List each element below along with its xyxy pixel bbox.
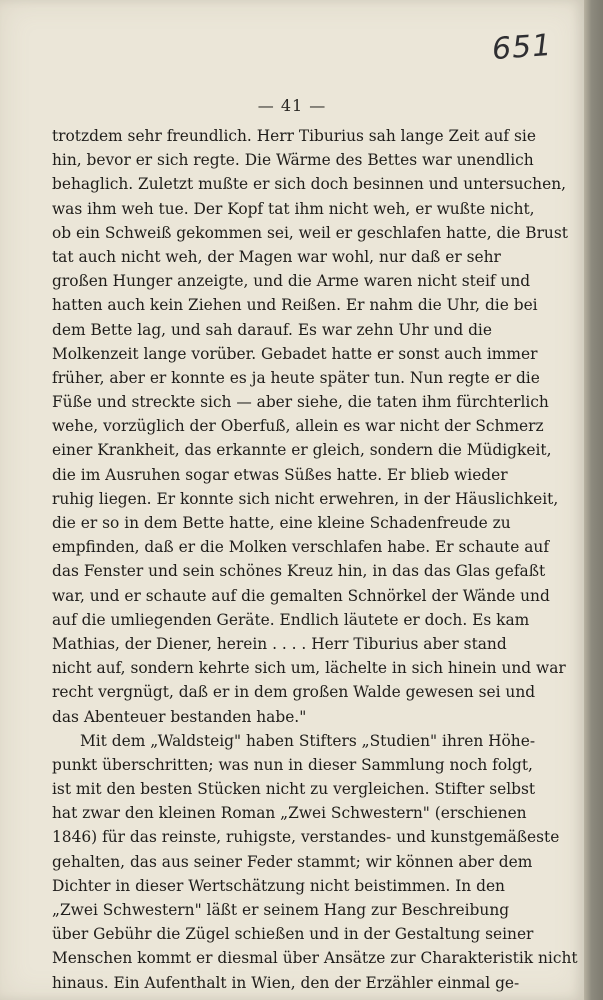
text-line: Füße und streckte sich — aber siehe, die taten ihm fürchterlich (52, 393, 549, 412)
text-line: Mathias, der Diener, herein . . . . Herr Tiburius aber stand (52, 634, 507, 653)
text-line: hin, bevor er sich regte. Die Wärme des Bettes war unendlich (52, 151, 534, 170)
text-line: hinaus. Ein Aufenthalt in Wien, den der Erzähler einmal ge- (52, 973, 520, 992)
text-line: tat auch nicht weh, der Magen war wohl, nur daß er sehr (52, 247, 501, 266)
text-line: recht vergnügt, daß er in dem großen Walde gewesen sei und (52, 683, 536, 702)
text-line: empfinden, daß er die Molken verschlafen habe. Er schaute auf (52, 538, 550, 557)
text-line: dem Bette lag, und sah darauf. Es war zehn Uhr und die (52, 320, 492, 339)
text-line: großen Hunger anzeigte, und die Arme waren nicht steif und (52, 272, 531, 291)
text-line: hat zwar den kleinen Roman „Zwei Schwestern" (erschienen (52, 804, 527, 823)
text-line: hatten auch kein Ziehen und Reißen. Er nahm die Uhr, die bei (52, 296, 538, 315)
text-line: die er so in dem Bette hatte, eine kleine Schadenfreude zu (52, 514, 511, 532)
text-line: das Abenteuer bestanden habe." (52, 707, 307, 726)
text-line: einer Krankheit, das erkannte er gleich, sondern die Müdigkeit, (52, 441, 552, 460)
text-line: behaglich. Zuletzt mußte er sich doch besinnen und untersuchen, (52, 175, 567, 194)
text-line: gehalten, das aus seiner Feder stammt; wir können aber dem (52, 852, 533, 871)
text-line: „Zwei Schwestern" läßt er seinem Hang zur Beschreibung (52, 901, 510, 919)
text-line: nicht auf, sondern kehrte sich um, lächelte in sich hinein und war (52, 659, 566, 678)
text-line: das Fenster und sein schönes Kreuz hin, in das das Glas gefaßt (52, 562, 546, 581)
text-line: punkt überschritten; was nun in dieser Sammlung noch folgt, (52, 755, 533, 774)
text-line: ist mit den besten Stücken nicht zu vergleichen. Stifter selbst (52, 780, 536, 799)
text-line: was ihm weh tue. Der Kopf tat ihm nicht weh, er wußte nicht, (52, 199, 535, 218)
text-line: war, und er schaute auf die gemalten Schnörkel der Wände und (52, 586, 550, 605)
text-line: Menschen kommt er diesmal über Ansätze zur Charakteristik nicht (52, 949, 578, 968)
text-line: trotzdem sehr freundlich. Herr Tiburius sah lange Zeit auf sie (52, 127, 536, 145)
text-line: 1846) für das reinste, ruhigste, verstandes- und kunstgemäßeste (52, 828, 560, 847)
text-line: Molkenzeit lange vorüber. Gebadet hatte er sonst auch immer (52, 344, 538, 363)
handwritten-page-note: 651 (490, 27, 554, 68)
text-line: die im Ausruhen sogar etwas Süßes hatte. Er blieb wieder (52, 465, 508, 484)
text-line: ob ein Schweiß gekommen sei, weil er geschlafen hatte, die Brust (52, 223, 568, 242)
text-line: wehe, vorzüglich der Oberfuß, allein es war nicht der Schmerz (52, 417, 544, 436)
text-line: Dichter in dieser Wertschätzung nicht beistimmen. In den (52, 876, 505, 895)
body-text (52, 124, 578, 995)
text-line: früher, aber er konnte es ja heute später tun. Nun regte er die (52, 368, 540, 387)
text-line: Mit dem „Waldsteig" haben Stifters „Studien" ihren Höhe- (80, 731, 536, 750)
page-edge (584, 0, 603, 1000)
page-number: — 41 — (257, 96, 327, 115)
text-line: über Gebühr die Zügel schießen und in der Gestaltung seiner (52, 925, 534, 944)
text-line: ruhig liegen. Er konnte sich nicht erwehren, in der Häuslichkeit, (52, 489, 559, 508)
text-line: auf die umliegenden Geräte. Endlich läutete er doch. Es kam (52, 610, 530, 629)
